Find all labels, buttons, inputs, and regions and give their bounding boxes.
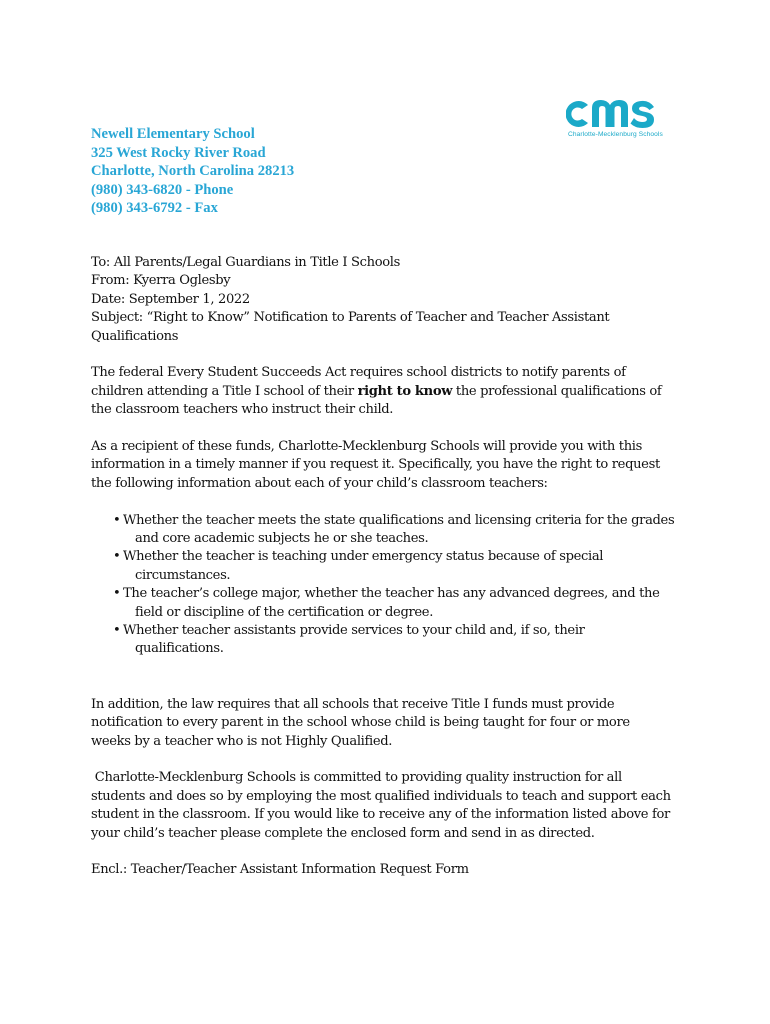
- school-name: Newell Elementary School: [91, 126, 255, 142]
- paragraph-line: students and does so by employing the most qualified individuals to teach and support each: [91, 788, 671, 804]
- bullet-icon: •: [113, 623, 121, 639]
- memo-subject-cont: Qualifications: [91, 328, 179, 344]
- paragraph-line: In addition, the law requires that all schools that receive Title I funds must provide: [91, 696, 615, 712]
- paragraph-line: As a recipient of these funds, Charlotte-Mecklenburg Schools will provide you with this: [91, 439, 642, 455]
- list-item-line: The teacher’s college major, whether the teacher has any advanced degrees, and the: [123, 586, 660, 602]
- school-street: 325 West Rocky River Road: [91, 144, 266, 161]
- cms-wordmark-icon: [566, 96, 678, 130]
- memo-to: To: All Parents/Legal Guardians in Title I Schools: [91, 255, 400, 270]
- list-item: [91, 585, 691, 622]
- list-item-line: Whether the teacher is teaching under emergency status because of special: [123, 549, 604, 565]
- school-phone: (980) 343-6820 - Phone: [91, 181, 234, 198]
- paragraph-line: notification to every parent in the school whose child is being taught for four or more: [91, 715, 630, 731]
- memo-subject: Subject: “Right to Know” Notification to Parents of Teacher and Teacher Assistant: [91, 310, 610, 326]
- list-item-line: Whether the teacher meets the state qualifications and licensing criteria for the grades: [123, 512, 675, 528]
- memo-date: Date: September 1, 2022: [91, 291, 250, 307]
- enclosure-note: Encl.: Teacher/Teacher Assistant Information Request Form: [91, 862, 469, 878]
- list-item-line: Whether teacher assistants provide services to your child and, if so, their: [123, 623, 585, 639]
- list-item: [91, 548, 691, 585]
- paragraph-line: Charlotte-Mecklenburg Schools is committed to providing quality instruction for all: [91, 770, 622, 786]
- bullet-icon: •: [113, 549, 121, 565]
- bold-right-to-know: right to know: [357, 383, 453, 399]
- paragraph-right-to-know: [91, 364, 691, 419]
- paragraph-line: The federal Every Student Succeeds Act requires school districts to notify parents of: [91, 365, 626, 381]
- paragraph-line: the classroom teachers who instruct their child.: [91, 402, 394, 418]
- school-city: Charlotte, North Carolina 28213: [91, 163, 295, 179]
- bullet-icon: •: [113, 586, 121, 602]
- paragraph-title-one-notice: [91, 696, 691, 751]
- list-item-line: field or discipline of the certification or degree.: [135, 604, 434, 620]
- letter-body: [91, 254, 691, 880]
- school-header: [91, 125, 294, 218]
- list-item-line: and core academic subjects he or she teaches.: [135, 531, 429, 547]
- paragraph-line: the following information about each of your child’s classroom teachers:: [91, 475, 548, 491]
- school-fax: (980) 343-6792 - Fax: [91, 200, 218, 216]
- list-item-line: qualifications.: [135, 641, 224, 657]
- list-item: [91, 622, 691, 659]
- text-span: the professional qualifications of: [452, 383, 662, 399]
- bullet-icon: •: [113, 512, 121, 528]
- paragraph-commitment: [91, 769, 691, 843]
- text-span: children attending a Title I school of their: [91, 383, 358, 399]
- cms-logo: [566, 96, 678, 142]
- list-item-line: circumstances.: [135, 567, 231, 583]
- cms-logo-subtitle: Charlotte-Mecklenburg Schools: [568, 131, 663, 138]
- paragraph-recipient: [91, 438, 691, 493]
- paragraph-line: [91, 383, 691, 401]
- paragraph-line: student in the classroom. If you would like to receive any of the information listed above for: [91, 807, 670, 823]
- memo-from: From: Kyerra Oglesby: [91, 273, 231, 289]
- paragraph-line: information in a timely manner if you request it. Specifically, you have the right to request: [91, 457, 660, 473]
- qualification-list: [91, 512, 691, 659]
- paragraph-line: weeks by a teacher who is not Highly Qualified.: [91, 733, 393, 749]
- list-item: [91, 512, 691, 549]
- paragraph-line: your child’s teacher please complete the enclosed form and send in as directed.: [91, 825, 595, 841]
